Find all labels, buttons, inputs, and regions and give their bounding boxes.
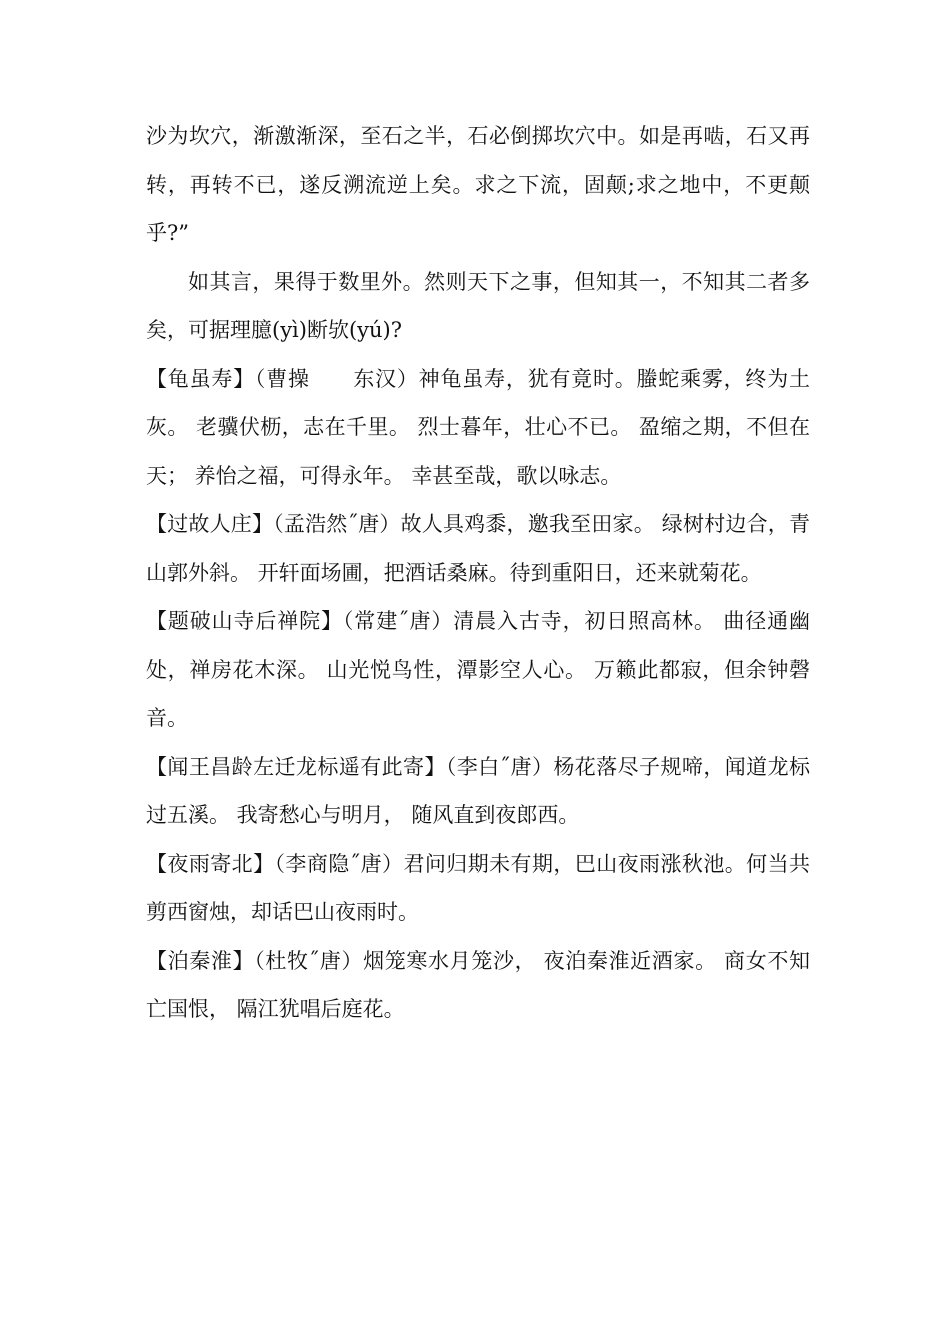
poem-tiposhansi: 【题破山寺后禅院】（常建˝唐）清晨入古寺，初日照高林。 曲径通幽处，禅房花木深。 山光悦鸟性，潭影空人心。 万籁此都寂，但余钟磬音。: [146, 609, 810, 730]
poem-guogurenzhuang: 【过故人庄】（孟浩然˝唐）故人具鸡黍，邀我至田家。 绿树村边合，青山郭外斜。 开轩面场圃，把酒话桑麻。待到重阳日，还来就菊花。: [146, 512, 810, 585]
prose-paragraph-1: 沙为坎穴，渐激渐深，至石之半，石必倒掷坎穴中。如是再啮，石又再转，再转不已，遂反溯流逆上矣。求之下流，固颠;求之地中，不更颠乎?”: [146, 124, 810, 245]
prose-paragraph-2: 如其言，果得于数里外。然则天下之事，但知其一，不知其二者多矣，可据理臆(yì)断欤(yú)?: [146, 269, 810, 342]
poem-guishishou: 【龟虽寿】（曹操 东汉）神龟虽寿，犹有竟时。螣蛇乘雾，终为土灰。 老骥伏枥，志在千里。 烈士暮年，壮心不已。 盈缩之期，不但在天； 养怡之福，可得永年。 幸甚至哉，歌以咏志。: [146, 366, 810, 488]
poem-boqinhuai: 【泊秦淮】（杜牧˝唐）烟笼寒水月笼沙， 夜泊秦淮近酒家。 商女不知亡国恨， 隔江犹唱后庭花。: [146, 948, 810, 1021]
document-page: [146, 112, 810, 1034]
poem-yeyujibei: 【夜雨寄北】（李商隐˝唐）君问归期未有期，巴山夜雨涨秋池。何当共剪西窗烛，却话巴山夜雨时。: [146, 851, 810, 924]
poem-wenwangchangling: 【闻王昌龄左迁龙标遥有此寄】（李白˝唐）杨花落尽子规啼，闻道龙标过五溪。 我寄愁心与明月， 随风直到夜郎西。: [146, 754, 810, 827]
